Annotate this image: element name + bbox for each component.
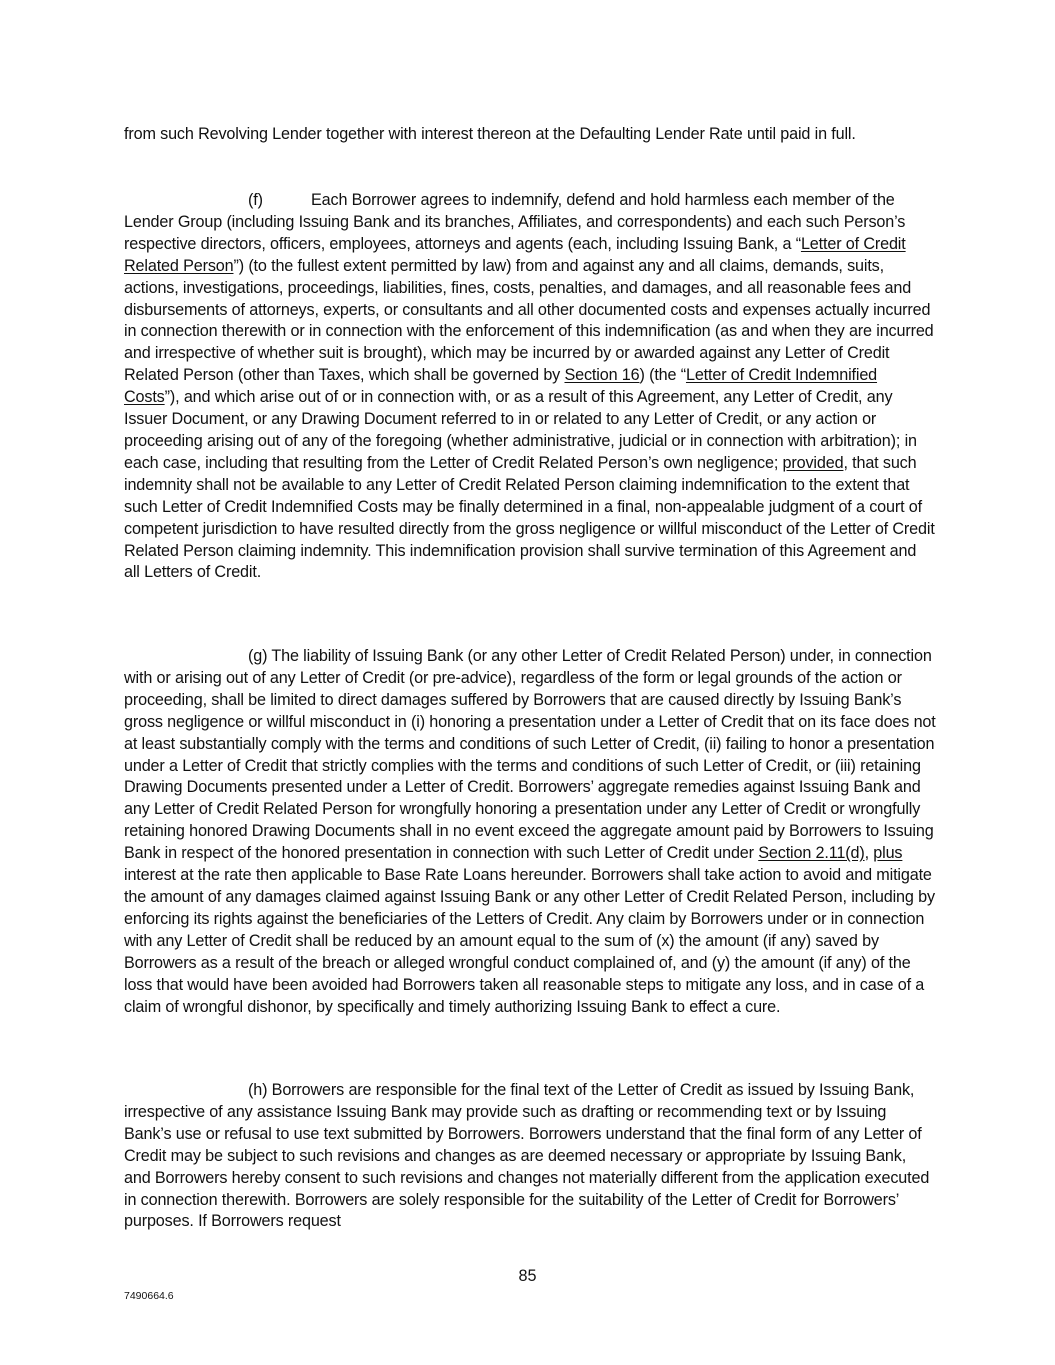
paragraph-f-text-2: ”) (to the fullest extent permitted by law) from and against any and all claims, demands, suits, actions, investigations, proceedings, liabilities, fines, costs, penalties, and damages, and all reasonable fees and disbursements of attorneys, experts, or consultants and all other documented costs and expenses actually incurred in connection therewith or in connection with the enforcement of this indemnification (as and when they are incurred and irrespective of whether suit is brought), which may be incurred by or awarded against any Letter of Credit Related Person (other than Taxes, which shall be governed by <box>124 256 934 385</box>
provided-term: provided <box>782 453 844 472</box>
page-number: 85 <box>518 1267 537 1285</box>
paragraph-g-text-2: , <box>864 844 874 863</box>
section-16-reference: Section 16 <box>564 366 640 385</box>
section-2-11-d-reference: Section 2.11(d) <box>758 844 865 863</box>
paragraph-f-text-1: Each Borrower agrees to indemnify, defend and hold harmless each member of the Lender Group (including Issuing Bank and its branches, Affiliates, and correspondents) and each such Person’s respective directors, officers, employees, attorneys and agents (each, including Issuing Bank, a “ <box>124 191 906 253</box>
paragraph-g-text-3: interest at the rate then applicable to Base Rate Loans hereunder. Borrowers shall take action to avoid and mitigate the amount of any damages claimed against Issuing Bank or any other Letter of Credit Related Person, including by enforcing its rights against the beneficiaries of the Letters of Credit. Any claim by Borrowers under or in connection with any Letter of Credit shall be reduced by an amount equal to the sum of (x) the amount (if any) saved by Borrowers as a result of the breach or alleged wrongful conduct complained of, and (y) the amount (if any) of the loss that would have been avoided had Borrowers taken all reasonable steps to mitigate any loss, and in case of a claim of wrongful dishonor, by specifically and timely authorizing Issuing Bank to effect a cure. <box>124 866 935 1016</box>
defined-term-lc-indemnified-costs: Letter of Credit Indemnified Costs <box>124 366 878 407</box>
paragraph-g-text-1: (g) The liability of Issuing Bank (or any other Letter of Credit Related Person) under, in connection with or arising out of any Letter of Credit (or pre-advice), regardless of the form or legal grounds of the action or proceeding, shall be limited to direct damages suffered by Borrowers that are caused directly by Issuing Bank’s gross negligence or willful misconduct in (i) honoring a presentation under a Letter of Credit that on its face does not at least substantially comply with the terms and conditions of such Letter of Credit, (ii) failing to honor a presentation under a Letter of Credit that strictly complies with the terms and conditions of such Letter of Credit, or (iii) retaining Drawing Documents presented under a Letter of Credit. Borrowers’ aggregate remedies against Issuing Bank and any Letter of Credit Related Person for wrongfully honoring a presentation under any Letter of Credit or wrongfully retaining honored Drawing Documents shall in no event exceed the aggregate amount paid by Borrowers to Issuing Bank in respect of the honored presentation in connection with such Letter of Credit under <box>124 647 936 863</box>
paragraph-h-text: (h) Borrowers are responsible for the final text of the Letter of Credit as issued by Issuing Bank, irrespective of any assistance Issuing Bank may provide such as drafting or recommending text or by Issuing Bank’s use or refusal to use text submitted by Borrowers. Borrowers understand that the final form of any Letter of Credit may be subject to such revisions and changes as are deemed necessary or appropriate by Issuing Bank, and Borrowers hereby consent to such revisions and changes not materially different from the application executed in connection therewith. Borrowers are solely responsible for the suitability of the Letter of Credit for Borrowers’ purposes. If Borrowers request <box>124 1081 930 1231</box>
paragraph-f-text-3: ) (the “ <box>639 366 686 385</box>
continuation-text: from such Revolving Lender together with interest thereon at the Defaulting Lender Rate until paid in full. <box>124 125 856 143</box>
paragraph-g <box>124 646 936 1018</box>
plus-term: plus <box>873 844 903 863</box>
page-body <box>124 124 936 146</box>
paragraph-f-label: (f) <box>248 191 263 209</box>
paragraph-continuation <box>124 124 936 146</box>
paragraph-f-text-4: ”), and which arise out of or in connection with, or as a result of this Agreement, any Letter of Credit, any Issuer Document, or any Drawing Document referred to in or related to any Letter of Credit, or any action or proceeding arising out of any of the foregoing (whether administrative, judicial or in connection with arbitration); in each case, including that resulting from the Letter of Credit Related Person’s own negligence; <box>124 388 917 472</box>
defined-term-lc-related-person: Letter of Credit Related Person <box>124 234 906 275</box>
document-id: 7490664.6 <box>124 1290 174 1302</box>
paragraph-f <box>124 190 936 584</box>
paragraph-f-text-5: , that such indemnity shall not be available to any Letter of Credit Related Person claiming indemnification to the extent that such Letter of Credit Indemnified Costs may be finally determined in a final, non-appealable judgment of a court of competent jurisdiction to have resulted directly from the gross negligence or willful misconduct of the Letter of Credit Related Person claiming indemnity. This indemnification provision shall survive termination of this Agreement and all Letters of Credit. <box>124 453 935 582</box>
paragraph-h <box>124 1080 936 1233</box>
